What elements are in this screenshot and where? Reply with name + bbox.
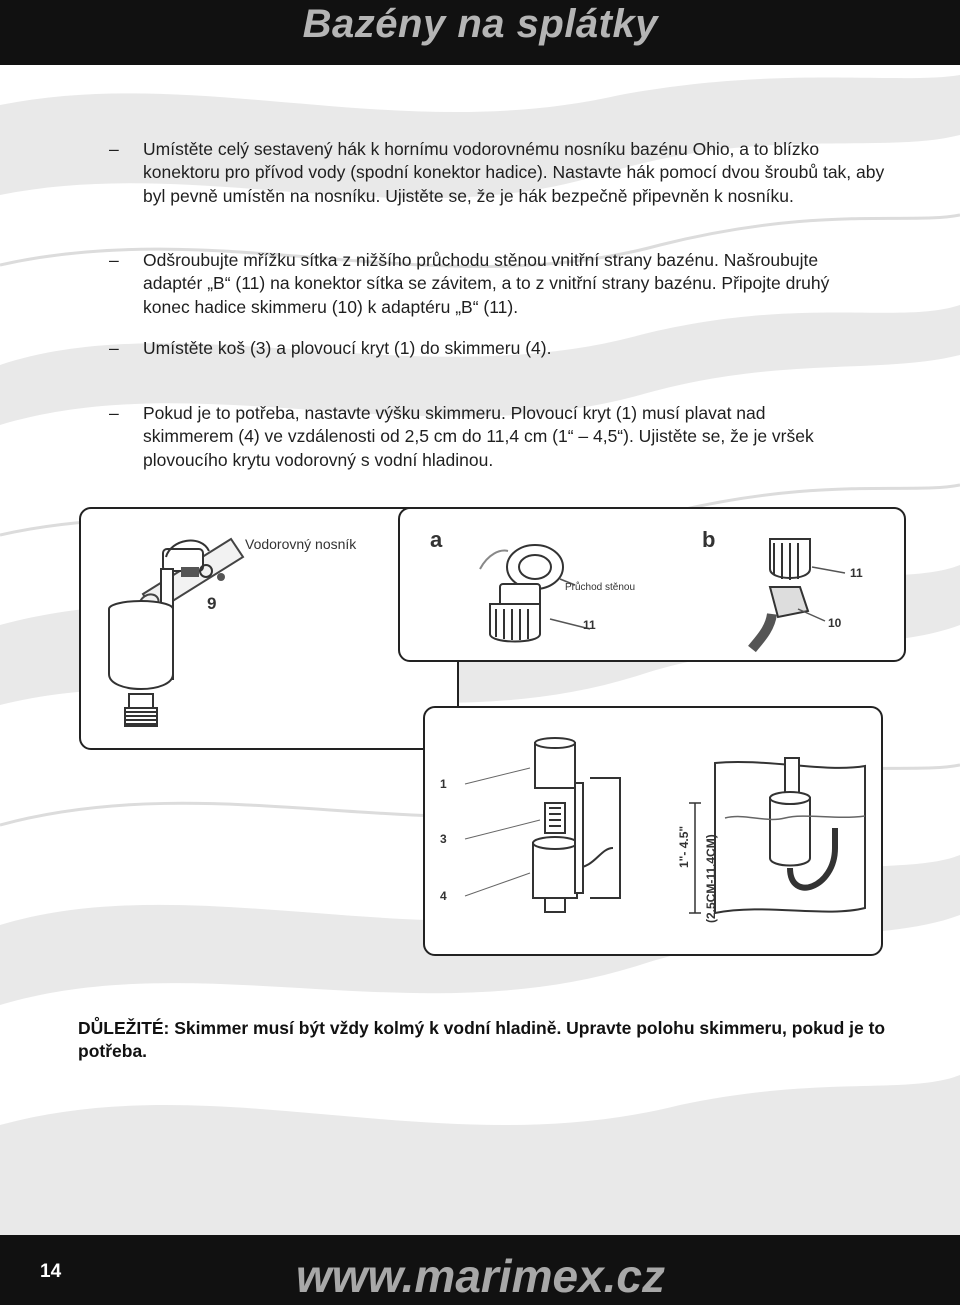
figure-skimmer-panel	[423, 706, 883, 956]
dimension-cm-label: (2.5CM-11.4CM)	[704, 834, 718, 923]
header-title: Bazény na splátky	[302, 2, 658, 46]
beam-label: Vodorovný nosník	[245, 536, 357, 552]
bullet-dash: –	[109, 338, 119, 358]
panel-label-a: a	[430, 527, 443, 552]
bullet-dash: –	[109, 250, 119, 270]
wall-passage-label: Průchod stěnou	[565, 582, 636, 593]
part-11-label-a: 11	[583, 618, 596, 632]
part-1-label: 1	[440, 777, 447, 791]
dimension-inch-label: 1"- 4.5"	[677, 825, 691, 868]
figure-adapter-panel	[398, 507, 906, 662]
instruction-text: Umístěte koš (3) a plovoucí kryt (1) do skimmeru (4).	[143, 338, 552, 358]
page-header	[0, 0, 960, 65]
part-4-label: 4	[440, 889, 447, 903]
part-11-label-b: 11	[850, 566, 863, 580]
important-label: DŮLEŽITÉ:	[78, 1018, 170, 1038]
instruction-item	[109, 138, 899, 208]
adapter-illustration	[400, 509, 906, 662]
instruction-text: Umístěte celý sestavený hák k hornímu vodorovnému nosníku bazénu Ohio, a to blízko konektoru pro přívod vody (spodní konektor hadice). Nastavte hák pomocí dvou šroubů tak, aby byl pevně umístěn na nosníku. Ujistěte se, že je hák bezpečně připevněn k nosníku.	[143, 139, 885, 206]
page-footer	[0, 1235, 960, 1305]
footer-url[interactable]: www.marimex.cz	[296, 1250, 666, 1302]
instruction-item	[109, 402, 859, 472]
instruction-item	[109, 337, 899, 360]
panel-label-b: b	[702, 527, 716, 552]
bullet-dash: –	[109, 403, 119, 423]
part-9-label: 9	[207, 594, 217, 613]
bullet-dash: –	[109, 139, 119, 159]
instruction-text: Odšroubujte mřížku sítka z nižšího průchodu stěnou vnitřní strany bazénu. Našroubujte adaptér „B“ (11) na konektor sítka se závitem, a to z vnitřní strany bazénu. Připojte druhý konec hadice skimmeru (10) k adaptéru „B“ (11).	[143, 250, 830, 317]
instruction-text: Pokud je to potřeba, nastavte výšku skimmeru. Plovoucí kryt (1) musí plavat nad skimmerem (4) ve vzdálenosti od 2,5 cm do 11,4 cm (1“ – 4,5“). Ujistěte se, že je vršek plovoucího krytu vodorovný s vodní hladinou.	[143, 403, 814, 470]
part-3-label: 3	[440, 832, 447, 846]
skimmer-illustration	[425, 708, 883, 956]
page-number: 14	[40, 1261, 62, 1282]
important-note	[78, 1017, 918, 1063]
part-10-label: 10	[828, 616, 842, 630]
important-text: Skimmer musí být vždy kolmý k vodní hladině. Upravte polohu skimmeru, pokud je to potřeba.	[78, 1018, 886, 1061]
instruction-item	[109, 249, 874, 319]
